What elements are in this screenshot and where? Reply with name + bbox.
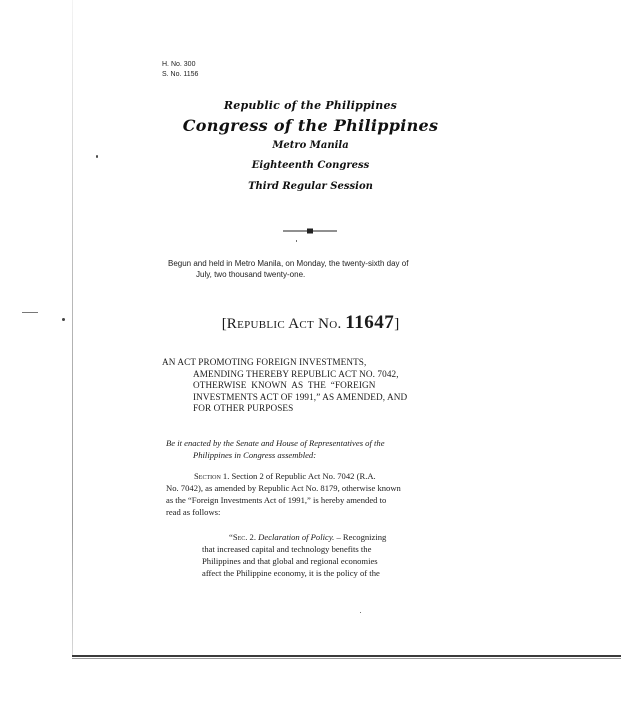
- quoted-section-2: [202, 531, 472, 579]
- masthead-congress: Congress of the Philippines: [182, 116, 439, 135]
- section-1-line-4: read as follows:: [166, 507, 221, 517]
- enacting-line-2: Philippines in Congress assembled:: [193, 450, 317, 460]
- act-title-line: INVESTMENTS ACT OF 1991,” AS AMENDED, AND: [193, 391, 408, 402]
- section-1: [166, 470, 476, 518]
- quoted-section-line-2: that increased capital and technology benefits the: [202, 544, 372, 554]
- senate-bill-number: S. No. 1156: [162, 71, 199, 78]
- begun-and-held: [168, 258, 468, 280]
- page-edge-bottom: [72, 655, 621, 657]
- masthead-session: Third Regular Session: [248, 181, 373, 192]
- begun-line-1: Begun and held in Metro Manila, on Monday, the twenty-sixth day of: [168, 259, 409, 268]
- section-1-line-2: No. 7042), as amended by Republic Act No. 8179, otherwise known: [166, 483, 401, 493]
- ra-number: 11647: [345, 312, 395, 333]
- act-title: [162, 357, 472, 415]
- quoted-section-title: Declaration of Policy.: [258, 532, 335, 542]
- ra-label: Republic Act No.: [226, 316, 342, 332]
- scan-speck: [96, 155, 98, 158]
- act-title-line: OTHERWISE KNOWN AS THE “FOREIGN: [193, 380, 376, 390]
- quoted-section-line-1: – Recognizing: [334, 532, 387, 542]
- house-bill-number: H. No. 300: [162, 61, 196, 68]
- quoted-section-line-3: Philippines and that global and regional economies: [202, 556, 378, 566]
- bill-numbers: [162, 60, 198, 80]
- quoted-section-line-4: affect the Philippine economy, it is the policy of the: [202, 568, 380, 578]
- section-1-heading: Section 1.: [194, 471, 230, 481]
- enacting-line-1: Be it enacted by the Senate and House of Representatives of the: [166, 438, 385, 448]
- section-1-line-1: Section 2 of Republic Act No. 7042 (R.A.: [229, 471, 376, 481]
- act-title-line: FOR OTHER PURPOSES: [193, 403, 294, 413]
- act-title-line: AMENDING THEREBY REPUBLIC ACT NO. 7042,: [193, 368, 399, 379]
- ra-close-bracket: ]: [394, 316, 400, 332]
- section-1-line-3: as the “Foreign Investments Act of 1991,” is hereby amended to: [166, 495, 387, 505]
- quoted-section-heading: “Sec. 2.: [229, 532, 257, 542]
- ornament-divider: [283, 228, 337, 234]
- masthead-congress-number: Eighteenth Congress: [251, 160, 370, 171]
- masthead-republic: Republic of the Philippines: [223, 99, 398, 112]
- page-edge-bottom-shadow: [72, 658, 621, 659]
- scan-speck: [296, 240, 297, 242]
- begun-line-2: July, two thousand twenty-one.: [196, 270, 306, 279]
- enacting-clause: [166, 437, 476, 461]
- act-title-line: AN ACT PROMOTING FOREIGN INVESTMENTS,: [162, 357, 367, 367]
- ra-open-bracket: [: [221, 316, 227, 332]
- scan-speck: [360, 612, 361, 613]
- republic-act-title: [0, 312, 621, 334]
- masthead-city: Metro Manila: [272, 140, 349, 151]
